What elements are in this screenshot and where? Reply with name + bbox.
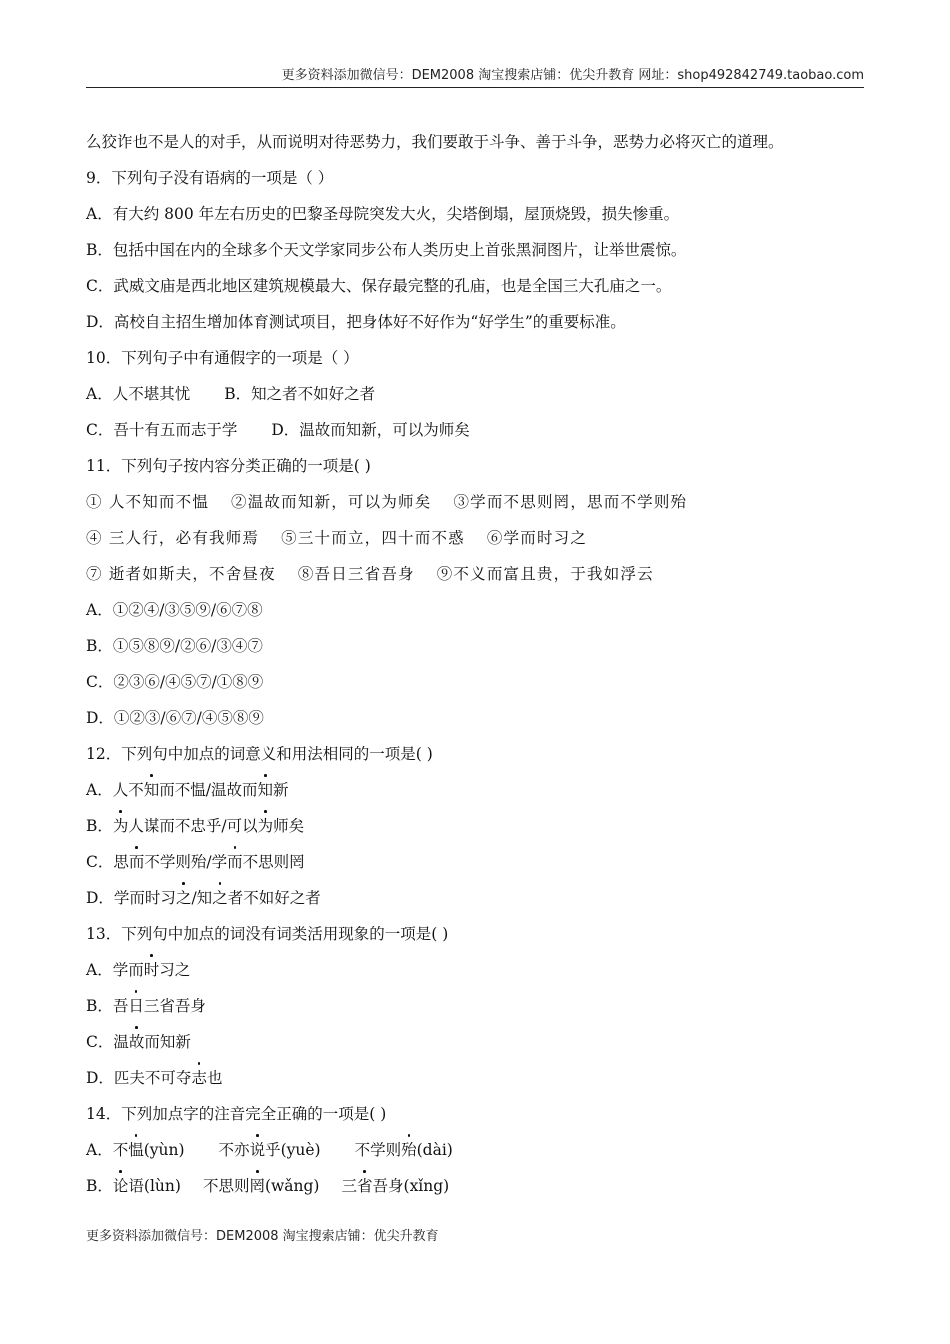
text-segment: A．学而: [86, 961, 144, 979]
q11-item: ⑤三十而立，四十而不惑: [281, 529, 465, 547]
text-segment: 也: [206, 1069, 223, 1087]
q11-item: ⑧吾日三省吾身: [297, 565, 415, 583]
text-segment: 三: [341, 1177, 357, 1195]
q10-options-ab: [86, 376, 864, 412]
q12-option-d: [86, 880, 864, 916]
text-segment: 不学则殆/学: [144, 853, 228, 871]
q10-option-c: C．吾十有五而志于学: [86, 421, 238, 439]
q9-option-a: A．有大约 800 年左右历史的巴黎圣母院突发大火，尖塔倒塌，屋顶烧毁，损失惨重。: [86, 205, 680, 223]
text-segment: 不学则: [354, 1141, 402, 1159]
q11-item: ⑦ 逝者如斯夫，不舍昼夜: [86, 565, 276, 583]
text-segment: 乎(yuè): [265, 1141, 321, 1159]
text-segment: B．吾: [86, 997, 129, 1015]
q10-option-a: A．人不堪其忧: [86, 385, 191, 403]
page-footer: 更多资料添加微信号：DEM2008 淘宝搜索店铺：优尖升教育: [86, 1229, 439, 1244]
dotted-character: 故: [129, 1024, 145, 1060]
text-segment: (dài): [416, 1141, 453, 1159]
text-segment: 语(lùn): [128, 1177, 181, 1195]
text-segment: 而知新: [144, 1033, 191, 1051]
text-segment: C．温: [86, 1033, 129, 1051]
dotted-character: 省: [357, 1168, 373, 1204]
q10-option-d: D．温故而知新，可以为师矣: [271, 421, 470, 439]
text-segment: D．匹夫不可夺: [86, 1069, 192, 1087]
text-segment: B．: [86, 817, 113, 835]
q11-items-row-2: [86, 520, 864, 556]
document-body: [86, 124, 864, 1204]
q11-item: ②温故而知新，可以为师矣: [231, 493, 432, 511]
dotted-character: 时: [144, 952, 160, 988]
text-segment: 不思则罔: [242, 853, 305, 871]
dotted-character: 而: [129, 844, 145, 880]
dotted-character: 说: [250, 1132, 266, 1168]
intro-text: 么狡诈也不是人的对手，从而说明对待恶势力，我们要敢于斗争、善于斗争，恶势力必将灭亡的道理。: [86, 133, 784, 151]
q12-option-b: [86, 808, 864, 844]
dotted-character: 知: [257, 772, 273, 808]
text-segment: 吾身(xǐng): [372, 1177, 450, 1195]
text-segment: 人谋而不忠乎/可以: [128, 817, 258, 835]
text-segment: 三省吾身: [143, 997, 206, 1015]
q13-stem: 13．下列句中加点的词没有词类活用现象的一项是( ): [86, 925, 449, 943]
text-segment: 师矣: [273, 817, 305, 835]
q10-option-b: B．知之者不如好之者: [224, 385, 376, 403]
q9-option-c: C．武威文庙是西北地区建筑规模最大、保存最完整的孔庙，也是全国三大孔庙之一。: [86, 277, 672, 295]
text-segment: (wǎng): [264, 1177, 320, 1195]
page-header: 更多资料添加微信号：DEM2008 淘宝搜索店铺：优尖升教育 网址：shop492842749.taobao.com: [281, 68, 864, 83]
dotted-character: 日: [128, 988, 144, 1024]
q11-item: ⑥学而时习之: [486, 529, 588, 547]
q14-option-b: [86, 1168, 864, 1204]
text-segment: /知: [191, 889, 213, 907]
q11-option-b: B．①⑤⑧⑨/②⑥/③④⑦: [86, 637, 263, 655]
dotted-character: 论: [113, 1168, 129, 1204]
q11-item: ⑨不义而富且贵，于我如浮云: [436, 565, 654, 583]
dotted-character: 知: [144, 772, 160, 808]
q11-option-c: C．②③⑥/④⑤⑦/①⑧⑨: [86, 673, 264, 691]
q10-options-cd: [86, 412, 864, 448]
text-segment: 新: [272, 781, 289, 799]
dotted-character: 为: [258, 808, 274, 844]
q11-item: ④ 三人行，必有我师焉: [86, 529, 260, 547]
q12-option-c: [86, 844, 864, 880]
dotted-character: 之: [176, 880, 192, 916]
text-segment: 者不如好之者: [227, 889, 321, 907]
q11-item: ③学而不思则罔，思而不学则殆: [453, 493, 688, 511]
q13-option-b: [86, 988, 864, 1024]
q12-stem: 12．下列句中加点的词意义和用法相同的一项是( ): [86, 745, 433, 763]
header-divider: [86, 87, 864, 88]
dotted-character: 之: [212, 880, 228, 916]
q14-stem: 14．下列加点字的注音完全正确的一项是( ): [86, 1105, 387, 1123]
text-segment: 不思则: [202, 1177, 250, 1195]
q13-option-a: [86, 952, 864, 988]
q9-stem: 9．下列句子没有语病的一项是（ ）: [86, 169, 334, 187]
text-segment: 习之: [159, 961, 191, 979]
q13-option-c: [86, 1024, 864, 1060]
q11-stem: 11．下列句子按内容分类正确的一项是( ): [86, 457, 371, 475]
q11-option-a: A．①②④/③⑤⑨/⑥⑦⑧: [86, 601, 263, 619]
text-segment: 不亦: [218, 1141, 250, 1159]
q11-items-row-3: [86, 556, 864, 592]
q12-option-a: [86, 772, 864, 808]
text-segment: B．: [86, 1177, 113, 1195]
text-segment: D．学而时习: [86, 889, 176, 907]
dotted-character: 殆: [401, 1132, 417, 1168]
q11-items-row-1: [86, 484, 864, 520]
text-segment: (yùn): [143, 1141, 185, 1159]
dotted-character: 为: [113, 808, 129, 844]
q9-option-b: B．包括中国在内的全球多个天文学家同步公布人类历史上首张黑洞图片，让举世震惊。: [86, 241, 687, 259]
q11-item: ① 人不知而不愠: [86, 493, 210, 511]
text-segment: 而不愠/温故而: [159, 781, 258, 799]
dotted-character: 而: [227, 844, 243, 880]
q10-stem: 10．下列句子中有通假字的一项是（ ）: [86, 349, 359, 367]
dotted-character: 愠: [128, 1132, 144, 1168]
q14-option-a: [86, 1132, 864, 1168]
q13-option-d: [86, 1060, 864, 1096]
q11-option-d: D．①②③/⑥⑦/④⑤⑧⑨: [86, 709, 264, 727]
q9-option-d: D．高校自主招生增加体育测试项目，把身体好不好作为“好学生”的重要标准。: [86, 313, 626, 331]
text-segment: C．思: [86, 853, 129, 871]
text-segment: A．不: [86, 1141, 129, 1159]
text-segment: A．人不: [86, 781, 144, 799]
dotted-character: 志: [191, 1060, 207, 1096]
dotted-character: 罔: [249, 1168, 265, 1204]
